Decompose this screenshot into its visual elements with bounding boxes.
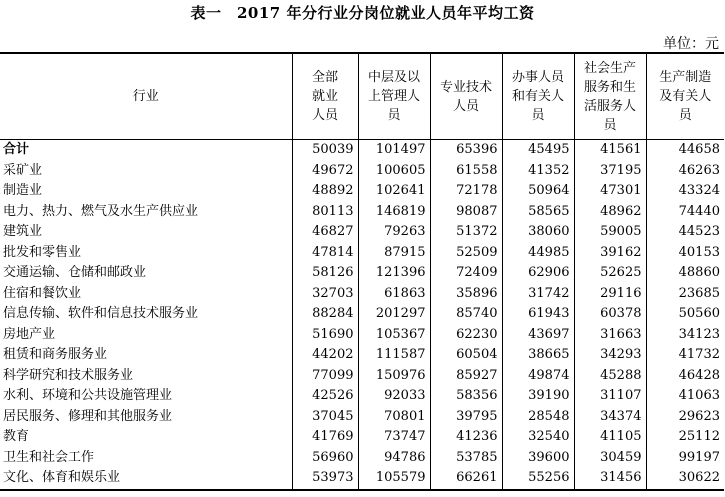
- wage-cell: 31663: [574, 325, 646, 346]
- wage-cell: 72178: [430, 181, 502, 202]
- column-header-line: 员: [603, 117, 617, 133]
- wage-cell: 51372: [430, 222, 502, 243]
- wage-cell: 58565: [502, 202, 574, 223]
- wage-cell: 40153: [646, 243, 724, 264]
- column-header-line: 行业: [132, 89, 159, 104]
- column-header-line: 专业技术: [439, 79, 492, 95]
- industry-cell: 租赁和商务服务业: [3, 347, 108, 363]
- wage-cell: 25112: [646, 427, 724, 448]
- wage-cell: 41063: [646, 386, 724, 407]
- wage-cell: 72409: [430, 263, 502, 284]
- table-row: [0, 161, 724, 182]
- wage-cell: 66261: [430, 468, 502, 490]
- wage-cell: 31742: [502, 284, 574, 305]
- wage-cell: 37045: [292, 407, 358, 428]
- wage-cell: 58356: [430, 386, 502, 407]
- wage-cell: 59005: [574, 222, 646, 243]
- wage-cell: 62230: [430, 325, 502, 346]
- industry-cell: 卫生和社会工作: [3, 449, 95, 465]
- column-header-line: 活服务人: [583, 98, 636, 114]
- wage-cell: 41105: [574, 427, 646, 448]
- table-row: [0, 263, 724, 284]
- wage-cell: 80113: [292, 202, 358, 223]
- wage-cell: 101497: [358, 140, 430, 161]
- wage-cell: 47814: [292, 243, 358, 264]
- industry-cell: 交通运输、仓储和邮政业: [3, 265, 147, 281]
- table-row: [0, 345, 724, 366]
- wage-cell: 65396: [430, 140, 502, 161]
- wage-cell: 29116: [574, 284, 646, 305]
- table-row: [0, 366, 724, 387]
- column-header-2: [358, 53, 430, 140]
- table-row: [0, 222, 724, 243]
- wage-cell: 94786: [358, 448, 430, 469]
- wage-cell: 58126: [292, 263, 358, 284]
- wage-cell: 48962: [574, 202, 646, 223]
- column-header-3: [430, 53, 502, 140]
- wage-cell: 38665: [502, 345, 574, 366]
- table-row: [0, 243, 724, 264]
- industry-cell: 建筑业: [3, 224, 43, 240]
- wage-cell: 146819: [358, 202, 430, 223]
- wage-cell: 100605: [358, 161, 430, 182]
- wage-cell: 37195: [574, 161, 646, 182]
- wage-cell: 61558: [430, 161, 502, 182]
- wage-cell: 79263: [358, 222, 430, 243]
- wage-cell: 46827: [292, 222, 358, 243]
- column-header-line: 服务和生: [583, 79, 636, 95]
- column-header-line: 员: [387, 108, 401, 123]
- wage-cell: 92033: [358, 386, 430, 407]
- wage-cell: 50964: [502, 181, 574, 202]
- wage-cell: 85927: [430, 366, 502, 387]
- table-row: [0, 140, 724, 161]
- column-header-line: 上管理人: [367, 89, 420, 104]
- wage-cell: 39600: [502, 448, 574, 469]
- column-header-line: 员: [678, 108, 692, 123]
- wage-cell: 73747: [358, 427, 430, 448]
- wage-cell: 44658: [646, 140, 724, 161]
- wage-cell: 32540: [502, 427, 574, 448]
- column-header-industry: [0, 53, 292, 140]
- wage-cell: 35896: [430, 284, 502, 305]
- table-row: [0, 304, 724, 325]
- industry-cell: 合计: [3, 142, 30, 158]
- industry-cell: 制造业: [3, 183, 43, 199]
- wage-cell: 77099: [292, 366, 358, 387]
- wage-cell: 60378: [574, 304, 646, 325]
- column-header-line: 中层及以: [367, 70, 420, 85]
- wage-cell: 28548: [502, 407, 574, 428]
- wage-cell: 43324: [646, 181, 724, 202]
- wage-cell: 30622: [646, 468, 724, 490]
- wage-cell: 41769: [292, 427, 358, 448]
- column-header-line: 生产制造: [659, 70, 712, 85]
- table-row: [0, 468, 724, 490]
- wage-cell: 102641: [358, 181, 430, 202]
- wage-cell: 43697: [502, 325, 574, 346]
- wage-cell: 62906: [502, 263, 574, 284]
- wage-cell: 52625: [574, 263, 646, 284]
- wage-cell: 34123: [646, 325, 724, 346]
- column-header-line: 就业: [311, 89, 338, 104]
- column-header-6: [646, 53, 724, 140]
- wage-cell: 38060: [502, 222, 574, 243]
- wage-cell: 98087: [430, 202, 502, 223]
- wage-cell: 121396: [358, 263, 430, 284]
- wage-cell: 51690: [292, 325, 358, 346]
- wage-cell: 41352: [502, 161, 574, 182]
- wage-cell: 50039: [292, 140, 358, 161]
- table-row: [0, 386, 724, 407]
- wage-cell: 49874: [502, 366, 574, 387]
- wage-cell: 49672: [292, 161, 358, 182]
- wage-table: [0, 52, 724, 491]
- wage-cell: 105579: [358, 468, 430, 490]
- wage-cell: 42526: [292, 386, 358, 407]
- wage-cell: 32703: [292, 284, 358, 305]
- wage-cell: 105367: [358, 325, 430, 346]
- wage-cell: 41236: [430, 427, 502, 448]
- table-row: [0, 284, 724, 305]
- wage-cell: 44202: [292, 345, 358, 366]
- wage-cell: 48892: [292, 181, 358, 202]
- industry-cell: 科学研究和技术服务业: [3, 367, 134, 383]
- column-header-line: 人员: [452, 98, 479, 114]
- wage-cell: 30459: [574, 448, 646, 469]
- industry-cell: 采矿业: [3, 162, 43, 178]
- table-row: [0, 427, 724, 448]
- column-header-line: 办事人员: [511, 70, 564, 85]
- industry-cell: 文化、体育和娱乐业: [0, 468, 292, 490]
- wage-cell: 44523: [646, 222, 724, 243]
- wage-cell: 52509: [430, 243, 502, 264]
- column-header-line: 人员: [311, 108, 338, 123]
- wage-cell: 31107: [574, 386, 646, 407]
- industry-cell: 电力、热力、燃气及水生产供应业: [3, 203, 199, 219]
- wage-cell: 34374: [574, 407, 646, 428]
- wage-cell: 41732: [646, 345, 724, 366]
- industry-cell: 信息传输、软件和信息技术服务业: [3, 306, 199, 322]
- table-body: [0, 140, 724, 490]
- industry-cell: 房地产业: [3, 326, 56, 342]
- wage-cell: 60504: [430, 345, 502, 366]
- wage-cell: 48860: [646, 263, 724, 284]
- column-header-line: 和有关人: [511, 89, 564, 104]
- wage-cell: 47301: [574, 181, 646, 202]
- column-header-line: 全部: [311, 70, 338, 85]
- wage-cell: 61863: [358, 284, 430, 305]
- wage-cell: 53973: [292, 468, 358, 490]
- wage-cell: 56960: [292, 448, 358, 469]
- table-row: [0, 407, 724, 428]
- wage-cell: 99197: [646, 448, 724, 469]
- wage-cell: 46428: [646, 366, 724, 387]
- column-header-1: [292, 53, 358, 140]
- table-row: [0, 181, 724, 202]
- wage-cell: 50560: [646, 304, 724, 325]
- wage-cell: 34293: [574, 345, 646, 366]
- wage-cell: 74440: [646, 202, 724, 223]
- table-row: [0, 448, 724, 469]
- wage-cell: 87915: [358, 243, 430, 264]
- table-row: [0, 202, 724, 223]
- wage-cell: 23685: [646, 284, 724, 305]
- industry-cell: 水利、环境和公共设施管理业: [3, 388, 173, 404]
- column-header-4: [502, 53, 574, 140]
- column-header-line: 社会生产: [583, 60, 636, 76]
- wage-cell: 31456: [574, 468, 646, 490]
- industry-cell: 住宿和餐饮业: [3, 285, 82, 301]
- wage-cell: 44985: [502, 243, 574, 264]
- wage-cell: 39162: [574, 243, 646, 264]
- wage-cell: 150976: [358, 366, 430, 387]
- wage-cell: 45288: [574, 366, 646, 387]
- wage-cell: 45495: [502, 140, 574, 161]
- table-row: [0, 325, 724, 346]
- table-header: [0, 53, 724, 140]
- industry-cell: 教育: [3, 429, 30, 445]
- wage-cell: 39795: [430, 407, 502, 428]
- industry-cell: 居民服务、修理和其他服务业: [3, 408, 173, 424]
- table-title: 表一 2017 年分行业分岗位就业人员年平均工资: [190, 4, 535, 22]
- column-header-line: 员: [531, 108, 545, 123]
- column-header-line: 及有关人: [659, 89, 712, 104]
- wage-cell: 70801: [358, 407, 430, 428]
- wage-cell: 201297: [358, 304, 430, 325]
- wage-cell: 61943: [502, 304, 574, 325]
- header-row: [0, 53, 724, 140]
- wage-cell: 29623: [646, 407, 724, 428]
- column-header-5: [574, 53, 646, 140]
- wage-cell: 85740: [430, 304, 502, 325]
- wage-cell: 88284: [292, 304, 358, 325]
- unit-label: 单位：元: [663, 36, 719, 52]
- wage-cell: 46263: [646, 161, 724, 182]
- wage-cell: 41561: [574, 140, 646, 161]
- wage-cell: 111587: [358, 345, 430, 366]
- industry-cell: 批发和零售业: [3, 244, 82, 260]
- wage-cell: 39190: [502, 386, 574, 407]
- wage-cell: 53785: [430, 448, 502, 469]
- wage-cell: 55256: [502, 468, 574, 490]
